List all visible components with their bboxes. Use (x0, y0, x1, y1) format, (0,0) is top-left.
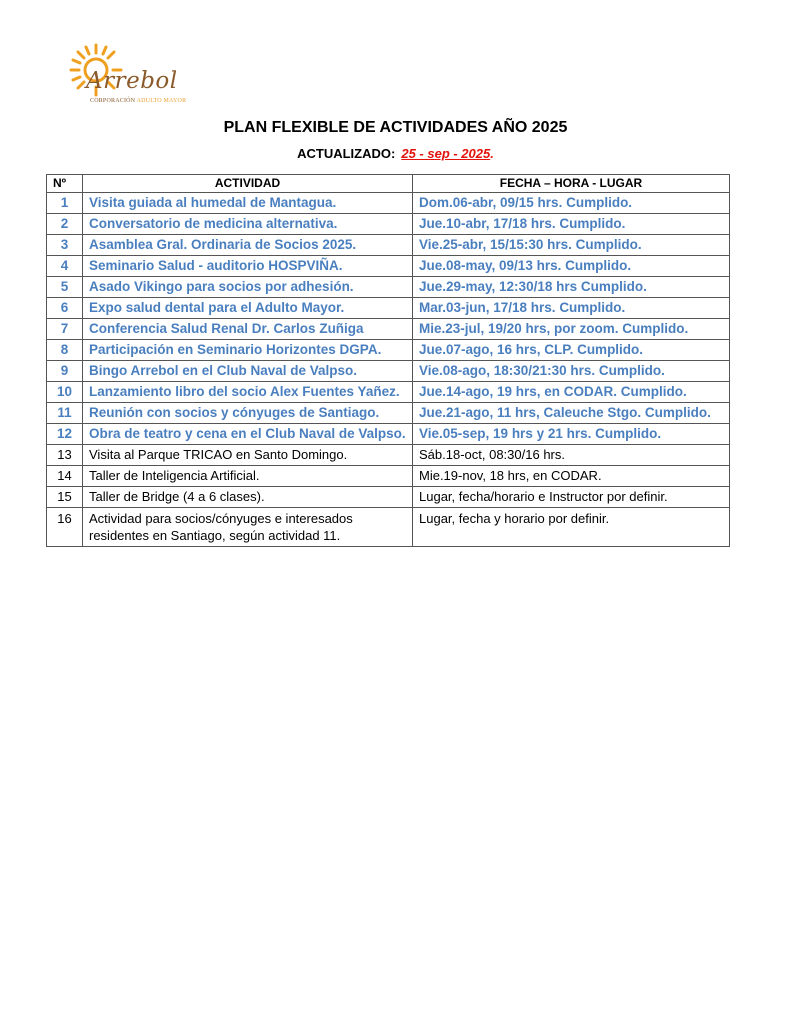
row-number: 12 (47, 424, 83, 445)
row-activity: Visita guiada al humedal de Mantagua. (83, 193, 413, 214)
row-number: 15 (47, 487, 83, 508)
table-row (47, 361, 730, 382)
row-activity: Reunión con socios y cónyuges de Santiago. (83, 403, 413, 424)
header-activity: ACTIVIDAD (83, 175, 413, 193)
row-number: 3 (47, 235, 83, 256)
row-number: 1 (47, 193, 83, 214)
logo-subtitle (90, 98, 186, 104)
row-activity: Visita al Parque TRICAO en Santo Domingo. (83, 445, 413, 466)
row-activity: Actividad para socios/cónyuges e interesados residentes en Santiago, según actividad 11. (83, 508, 413, 547)
row-when: Mar.03-jun, 17/18 hrs. Cumplido. (413, 298, 730, 319)
table-row (47, 319, 730, 340)
row-when: Jue.14-ago, 19 hrs, en CODAR. Cumplido. (413, 382, 730, 403)
table-row (47, 445, 730, 466)
row-number: 10 (47, 382, 83, 403)
row-activity: Conversatorio de medicina alternativa. (83, 214, 413, 235)
row-when: Vie.05-sep, 19 hrs y 21 hrs. Cumplido. (413, 424, 730, 445)
row-when: Sáb.18-oct, 08:30/16 hrs. (413, 445, 730, 466)
row-when: Mie.19-nov, 18 hrs, en CODAR. (413, 466, 730, 487)
table-row (47, 214, 730, 235)
header-num: Nº (47, 175, 83, 193)
row-activity: Seminario Salud - auditorio HOSPVIÑA. (83, 256, 413, 277)
table-row (47, 508, 730, 547)
row-when: Vie.08-ago, 18:30/21:30 hrs. Cumplido. (413, 361, 730, 382)
table-row (47, 466, 730, 487)
updated-line (0, 146, 791, 161)
row-activity: Asado Vikingo para socios por adhesión. (83, 277, 413, 298)
row-number: 8 (47, 340, 83, 361)
table-row (47, 193, 730, 214)
row-activity: Participación en Seminario Horizontes DGPA. (83, 340, 413, 361)
row-when: Vie.25-abr, 15/15:30 hrs. Cumplido. (413, 235, 730, 256)
row-number: 9 (47, 361, 83, 382)
row-when: Jue.29-may, 12:30/18 hrs Cumplido. (413, 277, 730, 298)
activities-table (46, 174, 730, 547)
row-when: Mie.23-jul, 19/20 hrs, por zoom. Cumplido. (413, 319, 730, 340)
row-activity: Taller de Bridge (4 a 6 clases). (83, 487, 413, 508)
table-row (47, 403, 730, 424)
table-row (47, 256, 730, 277)
updated-date: 25 - sep - 2025 (401, 146, 491, 161)
row-number: 7 (47, 319, 83, 340)
table-row (47, 340, 730, 361)
row-number: 11 (47, 403, 83, 424)
table-row (47, 277, 730, 298)
header-when: FECHA – HORA - LUGAR (413, 175, 730, 193)
row-activity: Conferencia Salud Renal Dr. Carlos Zuñiga (83, 319, 413, 340)
row-number: 4 (47, 256, 83, 277)
table-row (47, 424, 730, 445)
table-row (47, 235, 730, 256)
row-when: Dom.06-abr, 09/15 hrs. Cumplido. (413, 193, 730, 214)
row-number: 2 (47, 214, 83, 235)
logo-subtitle-accent: ADULTO MAYOR (136, 98, 187, 104)
table-body (47, 193, 730, 547)
row-number: 16 (47, 508, 83, 547)
row-number: 5 (47, 277, 83, 298)
row-activity: Expo salud dental para el Adulto Mayor. (83, 298, 413, 319)
row-number: 13 (47, 445, 83, 466)
table-row (47, 298, 730, 319)
row-activity: Lanzamiento libro del socio Alex Fuentes Yañez. (83, 382, 413, 403)
row-number: 14 (47, 466, 83, 487)
row-activity: Asamblea Gral. Ordinaria de Socios 2025. (83, 235, 413, 256)
table-header-row (47, 175, 730, 193)
table-row (47, 487, 730, 508)
logo-subtitle-main: CORPORACIÓN (90, 98, 136, 104)
row-when: Jue.08-may, 09/13 hrs. Cumplido. (413, 256, 730, 277)
row-activity: Bingo Arrebol en el Club Naval de Valpso. (83, 361, 413, 382)
updated-suffix: . (490, 146, 494, 161)
updated-label: ACTUALIZADO: (297, 146, 396, 161)
row-when: Jue.10-abr, 17/18 hrs. Cumplido. (413, 214, 730, 235)
row-when: Jue.07-ago, 16 hrs, CLP. Cumplido. (413, 340, 730, 361)
table-row (47, 382, 730, 403)
row-activity: Obra de teatro y cena en el Club Naval de Valpso. (83, 424, 413, 445)
row-when: Jue.21-ago, 11 hrs, Caleuche Stgo. Cumplido. (413, 403, 730, 424)
row-when: Lugar, fecha y horario por definir. (413, 508, 730, 547)
page-title: PLAN FLEXIBLE DE ACTIVIDADES AÑO 2025 (223, 119, 568, 136)
row-activity: Taller de Inteligencia Artificial. (83, 466, 413, 487)
row-when: Lugar, fecha/horario e Instructor por definir. (413, 487, 730, 508)
arrebol-logo (66, 40, 186, 110)
logo-name: Arrebol (86, 68, 178, 94)
row-number: 6 (47, 298, 83, 319)
